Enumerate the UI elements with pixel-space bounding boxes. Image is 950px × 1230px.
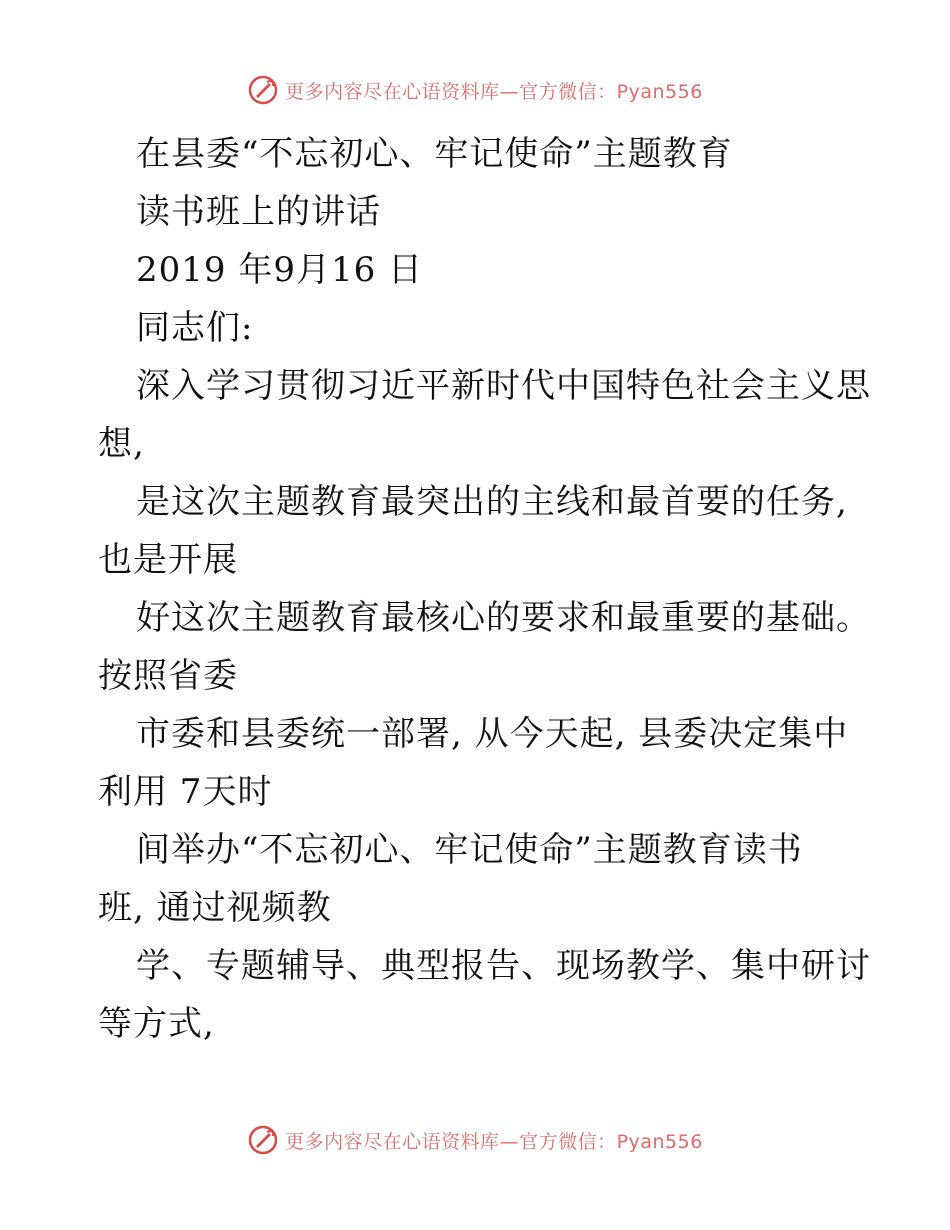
watermark-text: 更多内容尽在心语资料库—官方微信：Pyan556: [285, 1130, 703, 1153]
quill-seal-icon: [247, 74, 279, 106]
text-line: 也是开展: [98, 540, 238, 580]
header-watermark: [0, 70, 950, 110]
text-line: 好这次主题教育最核心的要求和最重要的基础。: [136, 598, 871, 638]
text-line: 按照省委: [98, 656, 238, 696]
text-line: 想,: [98, 424, 145, 464]
watermark-text: 更多内容尽在心语资料库—官方微信：Pyan556: [285, 80, 703, 103]
text-line: 利用 7天时: [98, 772, 273, 812]
text-line: 读书班上的讲话: [136, 192, 381, 232]
text-line: 是这次主题教育最突出的主线和最首要的任务,: [136, 482, 848, 522]
footer-watermark: [0, 1120, 950, 1160]
text-line: 间举办“不忘初心、牢记使命”主题教育读书: [136, 830, 803, 870]
text-line: 等方式,: [98, 1004, 215, 1044]
text-line: 深入学习贯彻习近平新时代中国特色社会主义思: [136, 366, 871, 406]
text-line: 2019 年9月16 日: [136, 250, 424, 290]
document-body: [98, 125, 871, 1053]
text-line: 同志们:: [136, 308, 254, 348]
text-line: 市委和县委统一部署, 从今天起, 县委决定集中: [136, 714, 849, 754]
text-line: 在县委“不忘初心、牢记使命”主题教育: [136, 134, 733, 174]
text-line: 学、专题辅导、典型报告、现场教学、集中研讨: [136, 946, 871, 986]
quill-seal-icon: [247, 1124, 279, 1156]
text-line: 班, 通过视频教: [98, 888, 332, 928]
